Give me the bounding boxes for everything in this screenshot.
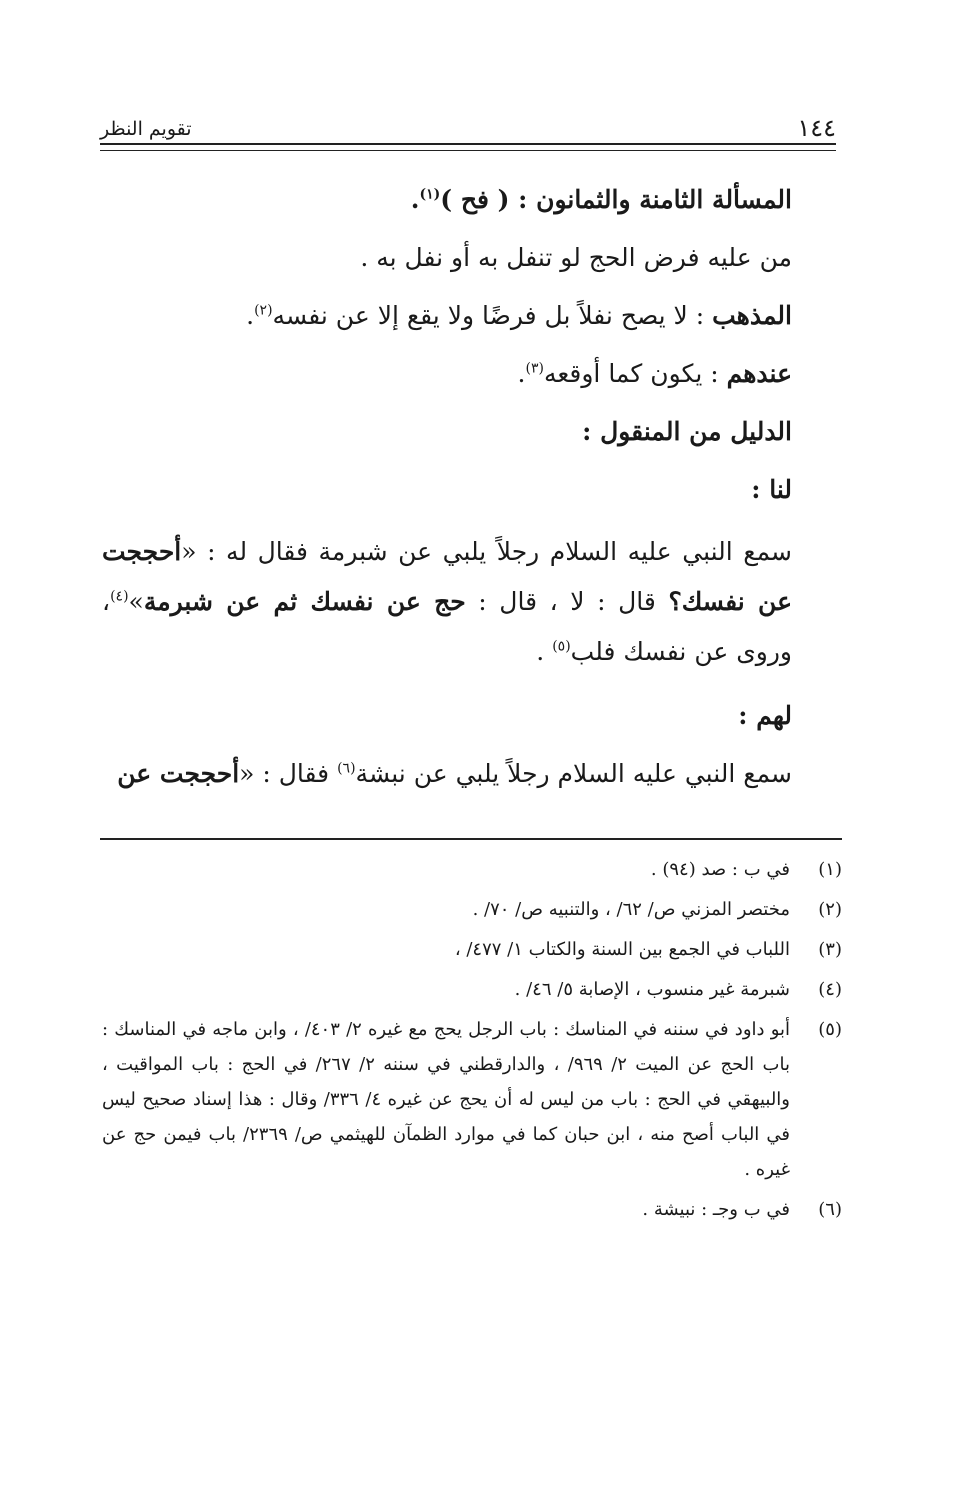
issue-question: من عليه فرض الحج لو تنفل به أو نفل به .	[360, 243, 792, 272]
lahum-heading: لهم :	[738, 701, 792, 730]
indahum-line: عندهم : يكون كما أوقعه$^{(٣)}$.	[517, 359, 792, 388]
footnotes	[102, 852, 842, 1232]
footnote-ref-2[interactable]: (٢)	[254, 302, 273, 319]
footnote-ref-4[interactable]: (٤)	[110, 588, 129, 605]
main-text	[102, 175, 792, 807]
footnote-6: (٦) في ب وجـ : نبيشة .	[642, 1199, 842, 1220]
book-title: تقويم النظر	[100, 118, 192, 140]
madhhab-line: المذهب : لا يصح نفلاً بل فرضًا ولا يقع إلا عن نفسه$^{(٢)}$.	[246, 301, 792, 330]
page-number: ١٤٤	[797, 114, 836, 142]
madhhab-label: المذهب	[712, 301, 792, 330]
footnote-ref-3[interactable]: (٣)	[525, 360, 544, 377]
footnote-3: (٣) اللباب في الجمع بين السنة والكتاب ١/ ٤٧٧/ ،	[454, 939, 842, 960]
footnote-4: (٤) شبرمة غير منسوب ، الإصابة ٥/ ٤٦/ .	[514, 979, 842, 1000]
lana-heading: لنا :	[751, 475, 792, 504]
indahum-label: عندهم	[726, 359, 792, 388]
footnote-2: (٢) مختصر المزني ص/ ٦٢/ ، والتنبيه ص/ ٧٠/ .	[472, 899, 842, 920]
footnote-ref-6[interactable]: (٦)	[337, 760, 356, 777]
footnote-ref-5[interactable]: (٥)	[552, 638, 571, 655]
issue-heading: المسألة الثامنة والثمانون : ( فح )$^{(١)}$.	[410, 185, 792, 214]
evidence-heading: الدليل من المنقول :	[582, 417, 792, 446]
header-rule-thin	[100, 150, 836, 151]
footnote-separator	[100, 838, 842, 840]
header-rule	[100, 143, 836, 145]
footnote-ref-1[interactable]: (١)	[419, 186, 441, 203]
footnote-1: (١) في ب : صد (٩٤) .	[650, 859, 842, 880]
lahum-paragraph: سمع النبي عليه السلام رجلاً يلبي عن نبشة$^{(٦)}$ فقال : «أحججت عن	[117, 759, 792, 788]
lana-paragraph: سمع النبي عليه السلام رجلاً يلبي عن شبرمة فقال له : «أحججت عن نفسك؟ قال : لا ، قال : حج عن نفسك ثم عن شبرمة»$^{(٤)}$، وروى عن نفسك فلب$^{(٥)}$ .	[102, 537, 792, 666]
footnote-5: (٥) أبو داود في سننه في المناسك : باب الرجل يحج مع غيره ٢/ ٤٠٣/ ، وابن ماجه في المناسك : باب الحج عن الميت ٢/ ٩٦٩/ ، والدارقطني في سننه ٢/ ٢٦٧/ في الحج : باب المواقيت ، والبيهقي في الحج : باب من ليس له أن يحج عن غيره ٤/ ٣٣٦/ وقال : هذا إسناد صحيح ليس في الباب أصح منه ، ابن حبان كما في موارد الظمآن للهيثمي ص/ ٢٣٦٩/ باب فيمن حج عن غيره .	[102, 1019, 842, 1180]
